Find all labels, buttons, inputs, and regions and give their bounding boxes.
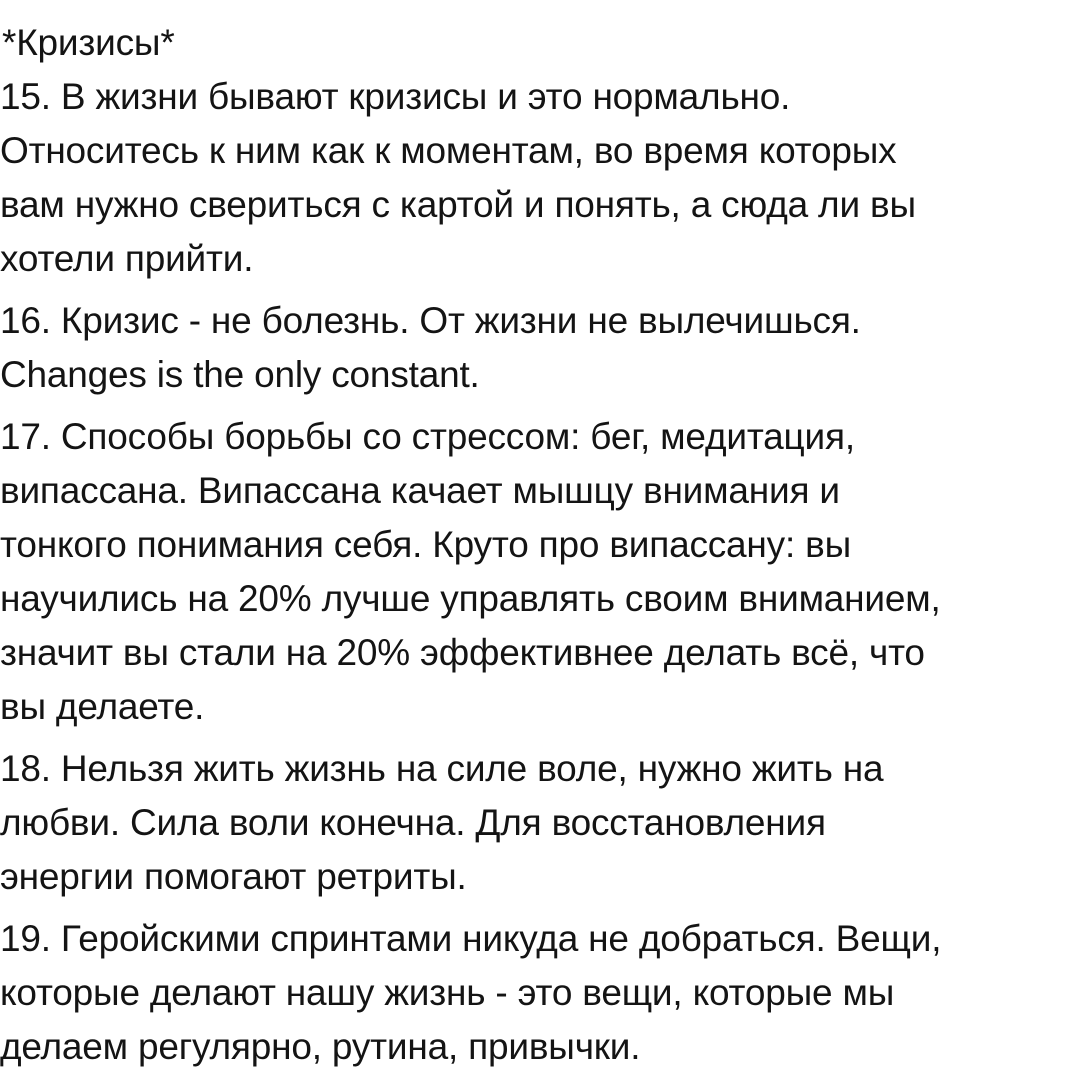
item-17-line-1: 17. Способы борьбы со стрессом: бег, медитация, (0, 416, 855, 457)
item-17-line-3: тонкого понимания себя. Круто про випассану: вы (0, 524, 851, 565)
item-15-line-2: Относитесь к ним как к моментам, во время которых (0, 130, 897, 171)
item-16-line-2: Changes is the only constant. (0, 354, 480, 395)
item-17-line-6: вы делаете. (0, 686, 205, 727)
item-18-line-2: любви. Сила воли конечна. Для восстановления (0, 802, 826, 843)
item-15-line-4: хотели прийти. (0, 238, 254, 279)
item-15-line-1: 15. В жизни бывают кризисы и это нормально. (0, 76, 791, 117)
item-17-line-2: випассана. Випассана качает мышцу внимания и (0, 470, 840, 511)
item-18-line-1: 18. Нельзя жить жизнь на силе воле, нужно жить на (0, 748, 884, 789)
item-18-line-3: энергии помогают ретриты. (0, 856, 467, 897)
item-19-line-3: делаем регулярно, рутина, привычки. (0, 1026, 641, 1067)
item-15-line-3: вам нужно свериться с картой и понять, а сюда ли вы (0, 184, 916, 225)
item-16-line-1: 16. Кризис - не болезнь. От жизни не вылечишься. (0, 300, 861, 341)
item-17-line-5: значит вы стали на 20% эффективнее делать всё, что (0, 632, 925, 673)
item-19-line-1: 19. Геройскими спринтами никуда не добраться. Вещи, (0, 918, 942, 959)
item-17-line-4: научились на 20% лучше управлять своим вниманием, (0, 578, 941, 619)
item-19-line-2: которые делают нашу жизнь - это вещи, которые мы (0, 972, 895, 1013)
document-title: *Кризисы* (2, 22, 175, 63)
